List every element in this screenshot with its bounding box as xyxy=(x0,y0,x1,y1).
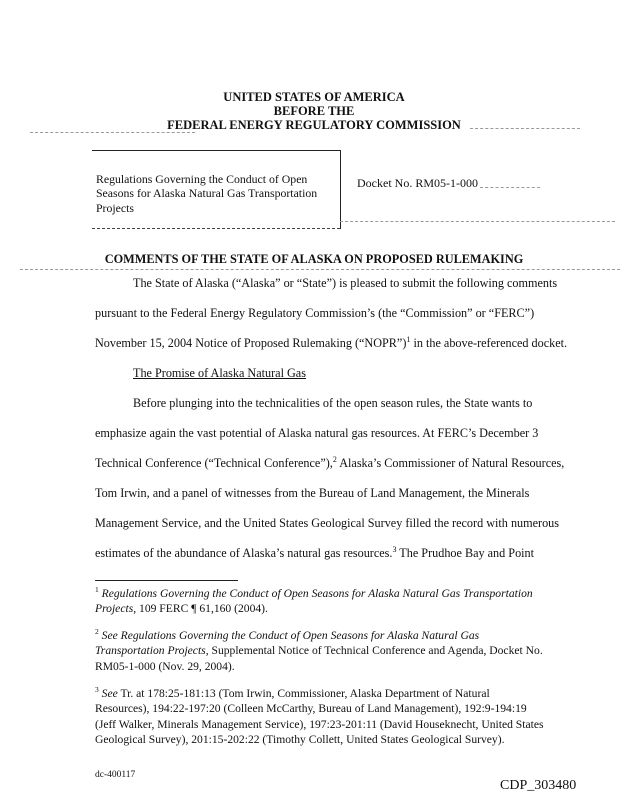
footnote-1-italic: Regulations Governing the Conduct of Open Seasons for Alaska Natural Gas Transportation Projects xyxy=(95,587,533,616)
footnote-3 xyxy=(95,686,545,747)
footnote-3-number: 3 xyxy=(95,685,99,695)
para1-line-3-text: November 15, 2004 Notice of Proposed Rulemaking (“NOPR”) xyxy=(95,336,407,350)
footnote-3-see: See xyxy=(101,687,118,700)
footnote-2-rest: , Supplemental Notice of Technical Conference and Agenda, Docket No. RM05-1-000 (Nov. 29, 2004). xyxy=(95,644,543,673)
footnote-3-rest: Tr. at 178:25-181:13 (Tom Irwin, Commissioner, Alaska Department of Natural Resources), 194:22-197:20 (Colleen McCarthy, Bureau of Land Management), 192:9-194:19 (Jeff Walker, Minerals Management Service), 197:23-201:11 (David Houseknecht, United States Geological Survey), 201:15-202:22 (Timothy Collett, United States Geological Survey). xyxy=(95,687,544,746)
para2-line-2: emphasize again the vast potential of Alaska natural gas resources. At FERC’s December 3 xyxy=(95,426,539,440)
header-line-1: UNITED STATES OF AMERICA xyxy=(223,90,405,104)
para2-line-6-text: estimates of the abundance of Alaska’s natural gas resources. xyxy=(95,546,393,560)
section-title: The Promise of Alaska Natural Gas xyxy=(133,366,306,380)
para1-line-3 xyxy=(95,336,567,351)
para2-line-4: Tom Irwin, and a panel of witnesses from the Bureau of Land Management, the Minerals xyxy=(95,486,530,500)
footnote-ref-1: 1 xyxy=(406,334,411,344)
para1-line-2: pursuant to the Federal Energy Regulatory Commission’s (the “Commission” or “FERC”) xyxy=(95,306,535,320)
para2-line-1: Before plunging into the technicalities of the open season rules, the State wants to xyxy=(133,396,533,410)
scan-line xyxy=(340,221,615,222)
caption-title xyxy=(96,172,317,215)
footnote-2-see: See xyxy=(101,629,118,642)
footnote-ref-3: 3 xyxy=(392,544,397,554)
scan-line xyxy=(30,132,195,133)
para1-line-1: The State of Alaska (“Alaska” or “State”) is pleased to submit the following comments xyxy=(133,276,558,290)
document-id: dc-400117 xyxy=(95,770,136,780)
footnote-1 xyxy=(95,586,545,617)
scan-line xyxy=(20,269,620,270)
scan-line xyxy=(470,128,580,129)
para2-line-6 xyxy=(95,546,534,561)
caption-bottom-rule xyxy=(92,228,340,229)
document-heading: COMMENTS OF THE STATE OF ALASKA ON PROPOSED RULEMAKING xyxy=(104,252,524,266)
footnote-ref-2: 2 xyxy=(332,454,337,464)
footnote-separator xyxy=(95,580,238,581)
para2-line-3-text: Technical Conference (“Technical Conference”), xyxy=(95,456,333,470)
footnote-2-number: 2 xyxy=(95,627,99,637)
header-line-3: FEDERAL ENERGY REGULATORY COMMISSION xyxy=(167,118,461,132)
scan-line xyxy=(480,187,540,188)
para1-line-3-rest: in the above-referenced docket. xyxy=(410,336,568,350)
docket-number: Docket No. RM05-1-000 xyxy=(357,176,478,190)
footnote-1-rest: , 109 FERC ¶ 61,160 (2004). xyxy=(133,602,268,616)
footnote-2 xyxy=(95,628,545,674)
footnote-1-number: 1 xyxy=(95,585,99,595)
caption-title-line-1: Regulations Governing the Conduct of Open xyxy=(96,172,308,186)
caption-title-line-2: Seasons for Alaska Natural Gas Transportation xyxy=(96,186,318,201)
footnote-2-italic: Regulations Governing the Conduct of Open Seasons for Alaska Natural Gas Transportation Projects xyxy=(95,629,480,658)
bates-number: CDP_303480 xyxy=(500,778,577,793)
para2-line-6-rest: The Prudhoe Bay and Point xyxy=(396,546,535,560)
header-line-2: BEFORE THE xyxy=(273,104,355,118)
caption-title-line-3: Projects xyxy=(96,200,135,215)
para2-line-3-rest: Alaska’s Commissioner of Natural Resources, xyxy=(336,456,565,470)
para2-line-3 xyxy=(95,456,564,471)
para2-line-5: Management Service, and the United States Geological Survey filled the record with numerous xyxy=(95,516,560,530)
